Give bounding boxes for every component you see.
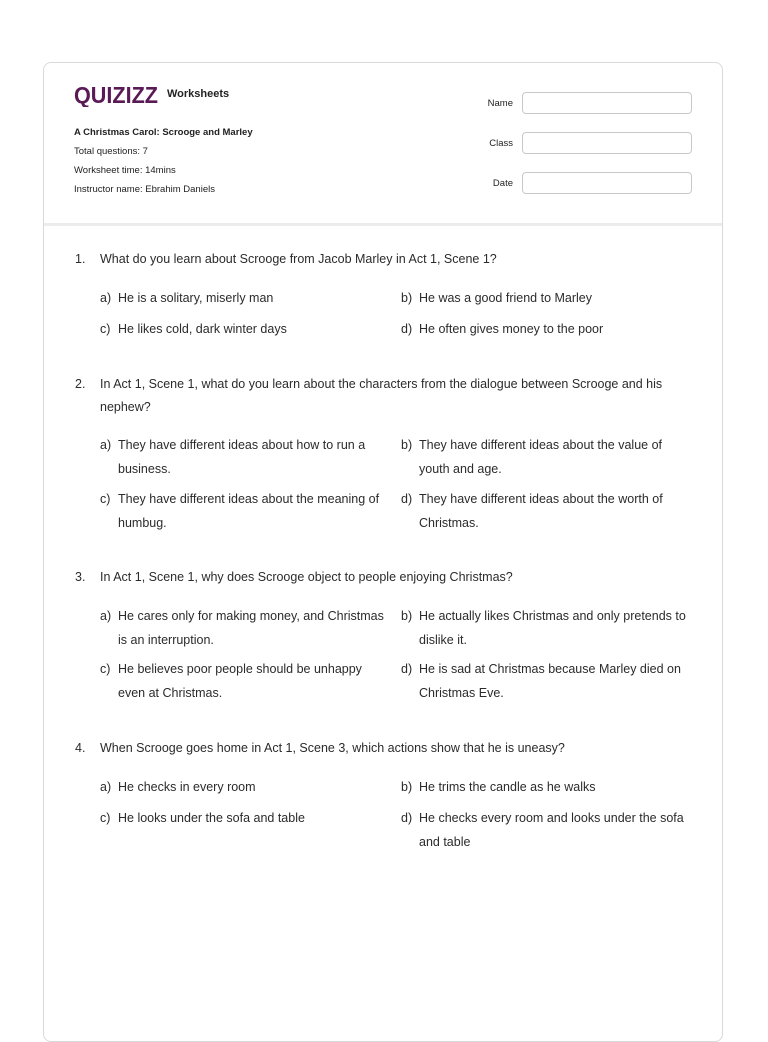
class-input[interactable] xyxy=(522,132,692,154)
option-text: He likes cold, dark winter days xyxy=(118,322,287,336)
worksheet-card xyxy=(43,62,723,1042)
date-field-row xyxy=(493,172,692,194)
brand xyxy=(74,83,229,107)
question-text: In Act 1, Scene 1, why does Scrooge object to people enjoying Christmas? xyxy=(100,570,513,584)
worksheet-meta xyxy=(74,127,253,203)
option-letter: c) xyxy=(100,811,111,825)
option-letter: a) xyxy=(100,780,112,794)
quizizz-logo xyxy=(74,83,160,107)
option-text: He looks under the sofa and table xyxy=(118,811,305,825)
option-text: They have different ideas about the value of youth and age. xyxy=(419,438,662,476)
svg-text:QUIZIZZ: QUIZIZZ xyxy=(74,83,158,107)
option-text: He was a good friend to Marley xyxy=(419,291,593,305)
option-text: He checks in every room xyxy=(118,780,256,794)
worksheet-header xyxy=(44,63,722,226)
name-input[interactable] xyxy=(522,92,692,114)
worksheet-title: A Christmas Carol: Scrooge and Marley xyxy=(74,127,253,138)
option-letter: d) xyxy=(401,492,413,506)
question-text: What do you learn about Scrooge from Jacob Marley in Act 1, Scene 1? xyxy=(100,252,497,266)
brand-subtitle: Worksheets xyxy=(167,88,230,100)
question-number: 4. xyxy=(75,741,86,755)
option-text: They have different ideas about the worth of Christmas. xyxy=(419,492,663,530)
option-text: He trims the candle as he walks xyxy=(419,780,596,794)
option-letter: c) xyxy=(100,322,111,336)
instructor-name: Instructor name: Ebrahim Daniels xyxy=(74,184,215,195)
option-text: He is a solitary, miserly man xyxy=(118,291,274,305)
name-label: Name xyxy=(487,97,513,109)
question-text: When Scrooge goes home in Act 1, Scene 3, which actions show that he is uneasy? xyxy=(100,741,565,755)
option-text: They have different ideas about how to run a business. xyxy=(118,438,366,476)
class-field-row xyxy=(489,132,692,154)
option-letter: b) xyxy=(401,438,413,452)
option-text: He actually likes Christmas and only pretends to dislike it. xyxy=(419,609,686,647)
question-text: In Act 1, Scene 1, what do you learn about the characters from the dialogue between Scrooge and his nephew? xyxy=(100,377,663,414)
date-input[interactable] xyxy=(522,172,692,194)
option-letter: a) xyxy=(100,609,112,623)
option-text: They have different ideas about the meaning of humbug. xyxy=(118,492,380,530)
question-number: 3. xyxy=(75,570,86,584)
option-text: He believes poor people should be unhappy even at Christmas. xyxy=(118,662,362,700)
total-questions: Total questions: 7 xyxy=(74,146,148,157)
question-number: 2. xyxy=(75,377,86,391)
option-letter: d) xyxy=(401,322,413,336)
option-letter: a) xyxy=(100,438,112,452)
option-letter: b) xyxy=(401,780,413,794)
option-text: He is sad at Christmas because Marley died on Christmas Eve. xyxy=(419,662,681,700)
worksheet-time: Worksheet time: 14mins xyxy=(74,165,176,176)
option-letter: c) xyxy=(100,662,111,676)
option-text: He cares only for making money, and Christmas is an interruption. xyxy=(118,609,384,647)
option-text: He checks every room and looks under the sofa and table xyxy=(419,811,684,849)
option-letter: b) xyxy=(401,609,413,623)
date-label: Date xyxy=(492,177,513,189)
option-letter: d) xyxy=(401,662,413,676)
name-field-row xyxy=(488,92,692,114)
option-letter: a) xyxy=(100,291,112,305)
question-number: 1. xyxy=(75,252,86,266)
option-letter: c) xyxy=(100,492,111,506)
option-letter: d) xyxy=(401,811,413,825)
option-letter: b) xyxy=(401,291,413,305)
class-label: Class xyxy=(489,137,513,149)
option-text: He often gives money to the poor xyxy=(419,322,604,336)
